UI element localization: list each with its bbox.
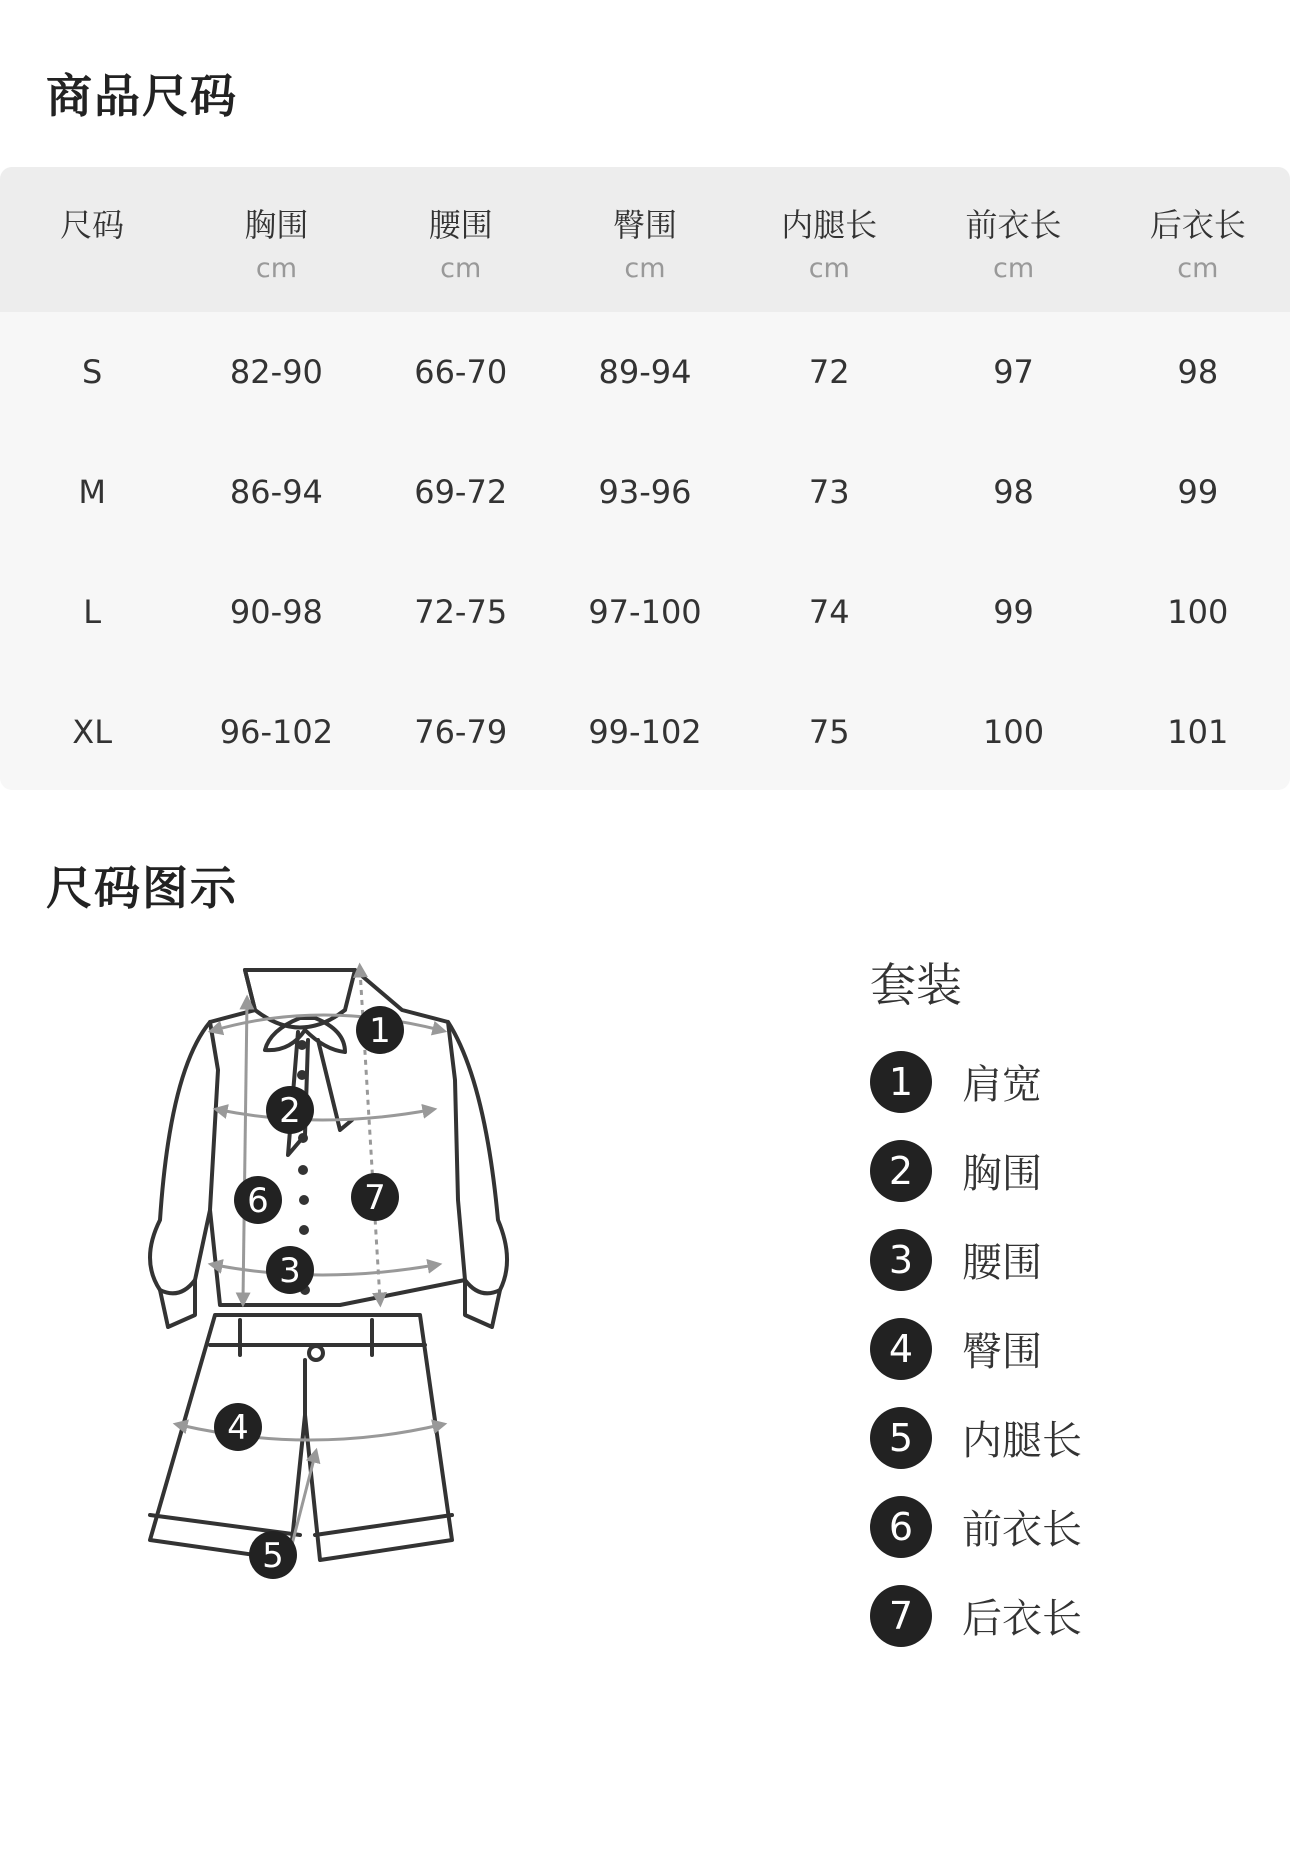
header-unit: cm: [440, 253, 482, 284]
table-cell: 72: [808, 353, 850, 391]
marker-1: [356, 1006, 404, 1054]
legend-label: 后衣长: [962, 1596, 1082, 1642]
marker-7: [351, 1173, 399, 1221]
size-section-title: 商品尺码: [46, 69, 238, 123]
legend-number-badge: 2: [870, 1140, 932, 1202]
marker-5: [249, 1531, 297, 1579]
table-cell: 66-70: [414, 353, 508, 391]
legend-number-badge: 4: [870, 1318, 932, 1380]
header-name: 腰围: [428, 206, 493, 244]
table-cell: 75: [808, 713, 850, 751]
bow: [265, 1018, 352, 1155]
marker-label: 5: [262, 1536, 284, 1576]
header-name: 前衣长: [965, 206, 1062, 244]
left-sleeve-outline: [150, 1022, 210, 1293]
shorts-hem: [150, 1515, 452, 1535]
marker-label: 6: [247, 1181, 269, 1221]
legend-label: 腰围: [962, 1240, 1042, 1286]
header-name: 尺码: [60, 206, 125, 244]
legend-title: 套装: [870, 958, 962, 1012]
marker-4: [214, 1403, 262, 1451]
table-cell: 96-102: [219, 713, 334, 751]
header-unit: cm: [992, 253, 1035, 284]
legend-item: [870, 1571, 1082, 1660]
measurement-legend: [870, 955, 1082, 1660]
diagram-section-title: 尺码图示: [46, 861, 238, 915]
table-row: [0, 432, 1290, 552]
outfit-measurement-illustration: [140, 960, 570, 1680]
table-cell: 86-94: [229, 473, 323, 511]
legend-label: 臀围: [962, 1329, 1042, 1375]
legend-item: [870, 1126, 1082, 1215]
header-unit: cm: [808, 253, 850, 284]
table-row: [0, 552, 1290, 672]
legend-label: 前衣长: [962, 1507, 1082, 1553]
table-cell: 99: [993, 593, 1034, 631]
header-cell-waist: [369, 167, 553, 312]
table-cell: 69-72: [414, 473, 508, 511]
legend-number-badge: 6: [870, 1496, 932, 1558]
marker-label: 2: [279, 1091, 301, 1131]
marker-2: [266, 1086, 314, 1134]
marker-label: 4: [227, 1408, 249, 1448]
table-cell: 93-96: [598, 473, 692, 511]
table-cell: 97: [993, 353, 1034, 391]
table-cell: 99: [1177, 473, 1219, 511]
legend-number-badge: 7: [870, 1585, 932, 1647]
table-cell: S: [81, 353, 103, 391]
header-cell-size: [0, 167, 184, 312]
header-unit: cm: [624, 253, 666, 284]
header-name: 后衣长: [1149, 206, 1246, 244]
legend-number-badge: 1: [870, 1051, 932, 1113]
shorts-button: [309, 1346, 323, 1360]
header-unit: cm: [1177, 253, 1219, 284]
table-cell: 100: [1167, 593, 1229, 631]
legend-item: [870, 1482, 1082, 1571]
legend-item: [870, 1393, 1082, 1482]
table-row: [0, 672, 1290, 790]
size-table-header: [0, 167, 1290, 312]
legend-number-badge: 5: [870, 1407, 932, 1469]
header-cell-inseam: [737, 167, 921, 312]
header-cell-front-length: [921, 167, 1105, 312]
marker-label: 3: [279, 1251, 301, 1291]
table-cell: L: [83, 593, 102, 631]
marker-6: [234, 1176, 282, 1224]
marker-label: 1: [369, 1011, 391, 1051]
legend-label: 肩宽: [962, 1062, 1042, 1108]
size-table: [0, 167, 1290, 790]
header-name: 臀围: [612, 206, 677, 244]
legend-item: [870, 1304, 1082, 1393]
header-cell-hip: [553, 167, 737, 312]
table-cell: 100: [983, 713, 1045, 751]
header-name: 内腿长: [781, 206, 878, 244]
shorts-belt-loops: [240, 1320, 372, 1355]
legend-label: 内腿长: [962, 1418, 1082, 1464]
table-cell: 101: [1167, 713, 1229, 751]
table-cell: 82-90: [229, 353, 323, 391]
legend-number-badge: 3: [870, 1229, 932, 1291]
table-cell: 99-102: [588, 713, 702, 751]
table-cell: 76-79: [414, 713, 508, 751]
header-cell-chest: [184, 167, 368, 312]
marker-label: 7: [364, 1178, 386, 1218]
table-cell: 73: [808, 473, 850, 511]
table-cell: 89-94: [598, 353, 692, 391]
table-cell: XL: [72, 713, 113, 751]
table-cell: 72-75: [414, 593, 508, 631]
table-row: [0, 312, 1290, 432]
table-cell: M: [78, 473, 106, 511]
legend-item: [870, 1037, 1082, 1126]
table-cell: 74: [808, 593, 850, 631]
header-unit: cm: [255, 253, 297, 284]
header-cell-back-length: [1106, 167, 1290, 312]
header-name: 胸围: [244, 206, 309, 244]
table-cell: 98: [993, 473, 1034, 511]
table-cell: 98: [1177, 353, 1219, 391]
marker-3: [266, 1246, 314, 1294]
legend-label: 胸围: [962, 1151, 1042, 1197]
table-cell: 90-98: [229, 593, 323, 631]
table-cell: 97-100: [588, 593, 702, 631]
legend-item: [870, 1215, 1082, 1304]
